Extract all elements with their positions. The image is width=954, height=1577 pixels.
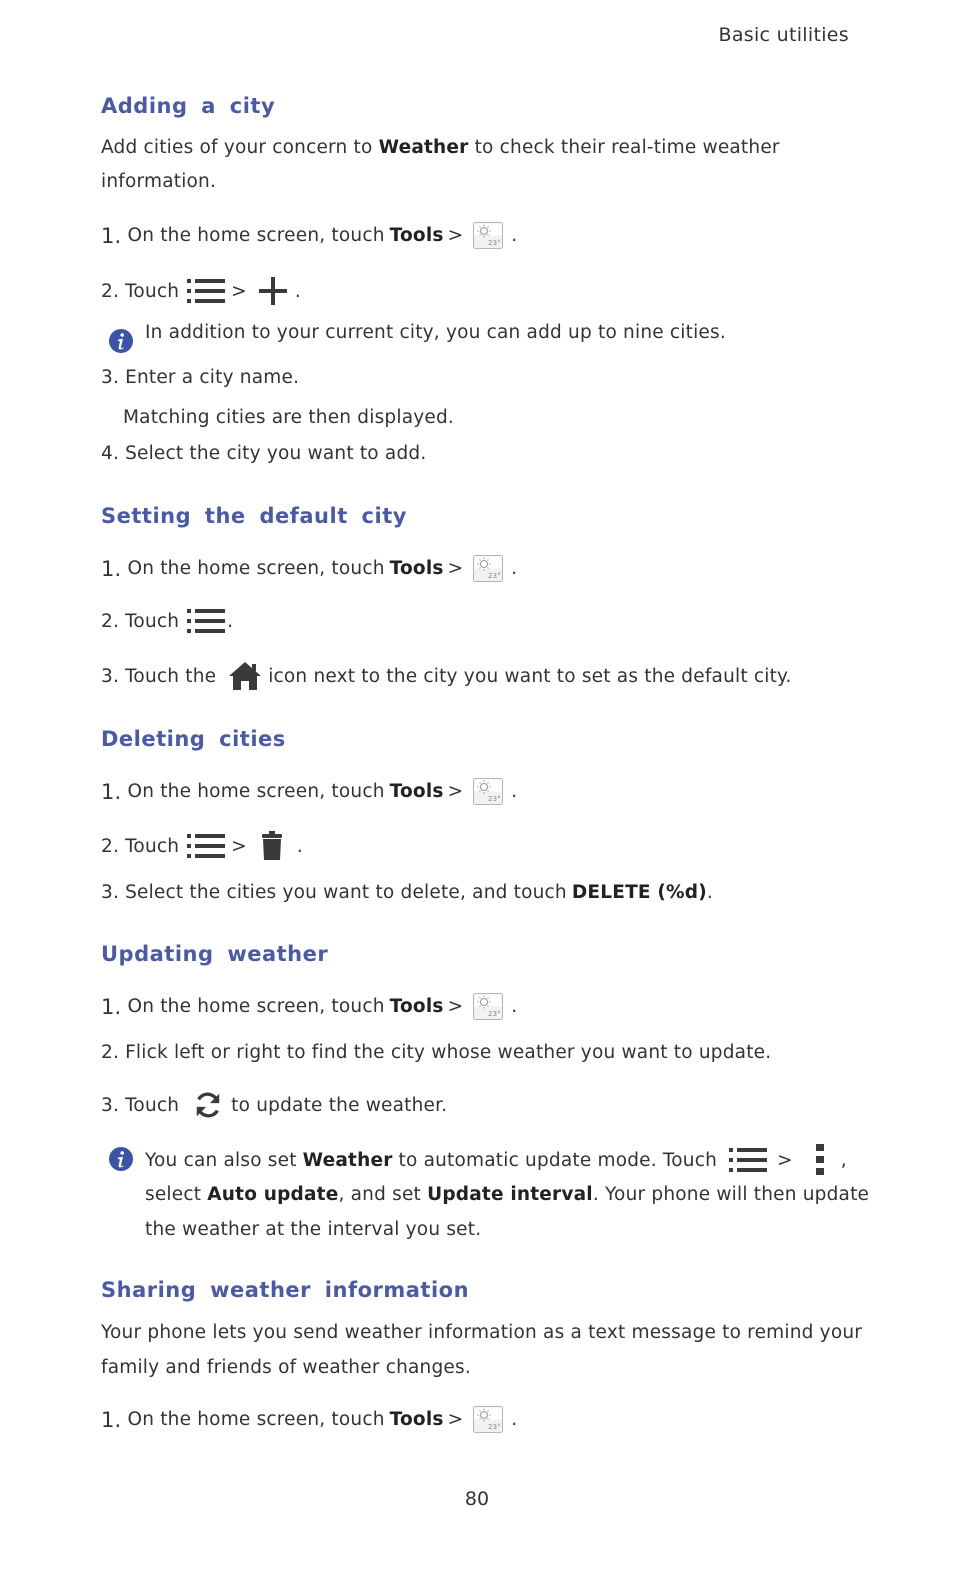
step-number: 2.: [101, 280, 120, 302]
home-icon: [228, 661, 262, 691]
period: .: [511, 781, 518, 802]
more-vertical-icon: [815, 1144, 825, 1176]
sharing-intro-line-2: family and friends of weather changes.: [101, 1357, 471, 1378]
step-bold-tools: Tools: [389, 558, 444, 579]
step-number: 3.: [101, 1094, 120, 1116]
default-step-3: [101, 661, 792, 691]
page-number: 80: [464, 1488, 490, 1510]
step-text: On the home screen, touch: [127, 558, 385, 579]
updating-step-1: [101, 993, 517, 1020]
intro-text: to check their real-time weather: [474, 137, 780, 158]
plus-icon: [259, 277, 287, 305]
step-number: 2.: [101, 1042, 120, 1063]
period: .: [511, 225, 518, 246]
step-number: 4.: [101, 443, 120, 464]
gt-separator: >: [231, 280, 247, 302]
step-number: 3.: [101, 367, 120, 388]
heading-sharing-weather: Sharing weather information: [101, 1278, 470, 1302]
note-text: select: [145, 1184, 202, 1205]
step-text: Touch: [125, 1094, 180, 1116]
updating-note-line-1: [145, 1144, 847, 1176]
step-number: 2.: [101, 610, 120, 632]
note-bold-auto-update: Auto update: [207, 1184, 339, 1205]
intro-text: Add cities of your concern to: [101, 137, 373, 158]
step-text: Select the city you want to add.: [125, 443, 427, 464]
period: .: [511, 1409, 518, 1430]
adding-step-3-sub: Matching cities are then displayed.: [123, 407, 455, 428]
refresh-icon: [193, 1090, 223, 1120]
heading-deleting-cities: Deleting cities: [101, 727, 286, 751]
page-header: Basic utilities: [718, 24, 849, 46]
period: .: [294, 280, 301, 302]
note-text: . Your phone will then update: [592, 1184, 870, 1205]
gt-separator: >: [447, 781, 464, 802]
comma: ,: [840, 1149, 847, 1171]
weather-icon: [473, 1406, 503, 1433]
step-number: 3.: [101, 665, 120, 687]
period: .: [511, 996, 518, 1017]
step-text: Select the cities you want to delete, and touch: [125, 882, 567, 903]
weather-icon: [473, 555, 503, 582]
note-bold-weather: Weather: [302, 1149, 393, 1171]
menu-icon: [187, 833, 225, 859]
sharing-intro-line-1: Your phone lets you send weather information as a text message to remind your: [101, 1322, 863, 1343]
updating-step-2: [101, 1042, 771, 1063]
period: .: [296, 835, 303, 857]
step-text: On the home screen, touch: [127, 1409, 385, 1430]
step-text: Touch the: [125, 665, 217, 687]
note-text: to automatic update mode. Touch: [398, 1149, 718, 1171]
menu-icon: [187, 278, 225, 304]
step-text: On the home screen, touch: [127, 225, 385, 246]
step-text: to update the weather.: [231, 1094, 448, 1116]
deleting-step-3: [101, 882, 713, 903]
adding-step-2: [101, 277, 301, 305]
updating-note-line-2: [145, 1184, 869, 1205]
step-number: 1.: [101, 994, 122, 1019]
info-icon: [108, 328, 134, 354]
default-step-2: [101, 608, 233, 634]
step-bold-tools: Tools: [389, 996, 444, 1017]
weather-icon: [473, 778, 503, 805]
step-bold-tools: Tools: [389, 1409, 444, 1430]
heading-adding-a-city: Adding a city: [101, 94, 276, 118]
adding-step-3: [101, 367, 299, 388]
gt-separator: >: [447, 558, 464, 579]
step-number: 2.: [101, 835, 120, 857]
gt-separator: >: [447, 996, 464, 1017]
heading-updating-weather: Updating weather: [101, 942, 329, 966]
gt-separator: >: [777, 1149, 793, 1171]
period: .: [511, 558, 518, 579]
step-number: 3.: [101, 882, 120, 903]
updating-step-3: [101, 1090, 447, 1120]
deleting-step-2: [101, 831, 303, 861]
adding-step-1: [101, 222, 517, 249]
note-text: , and set: [338, 1184, 422, 1205]
step-text: On the home screen, touch: [127, 781, 385, 802]
step-text: Flick left or right to find the city whose weather you want to update.: [125, 1042, 772, 1063]
step-text: On the home screen, touch: [127, 996, 385, 1017]
adding-note: In addition to your current city, you can add up to nine cities.: [145, 322, 726, 343]
adding-intro-line-2: information.: [101, 171, 217, 192]
note-bold-update-interval: Update interval: [427, 1184, 593, 1205]
weather-icon: [473, 222, 503, 249]
gt-separator: >: [447, 225, 464, 246]
menu-icon: [729, 1147, 767, 1173]
intro-bold-weather: Weather: [378, 137, 469, 158]
adding-intro-line-1: [101, 137, 780, 158]
updating-note-line-3: the weather at the interval you set.: [145, 1219, 482, 1240]
step-text: Touch: [125, 610, 180, 632]
step-text: Touch: [125, 835, 180, 857]
step-bold-tools: Tools: [389, 225, 444, 246]
step-bold-delete: DELETE (%d): [571, 882, 707, 903]
note-text: You can also set: [145, 1149, 297, 1171]
step-number: 1.: [101, 779, 122, 804]
heading-setting-default-city: Setting the default city: [101, 504, 407, 528]
info-icon: [108, 1146, 134, 1172]
step-text: Enter a city name.: [125, 367, 300, 388]
step-text: Touch: [125, 280, 180, 302]
weather-icon: [473, 993, 503, 1020]
step-bold-tools: Tools: [389, 781, 444, 802]
step-number: 1.: [101, 1407, 122, 1432]
period: .: [706, 882, 713, 903]
deleting-step-1: [101, 778, 517, 805]
step-number: 1.: [101, 556, 122, 581]
step-text: icon next to the city you want to set as the default city.: [268, 665, 792, 687]
adding-step-4: [101, 443, 426, 464]
period: .: [227, 610, 234, 632]
gt-separator: >: [447, 1409, 464, 1430]
step-number: 1.: [101, 223, 122, 248]
menu-icon: [187, 608, 225, 634]
default-step-1: [101, 555, 517, 582]
trash-icon: [261, 831, 283, 861]
gt-separator: >: [231, 835, 247, 857]
sharing-step-1: [101, 1406, 517, 1433]
